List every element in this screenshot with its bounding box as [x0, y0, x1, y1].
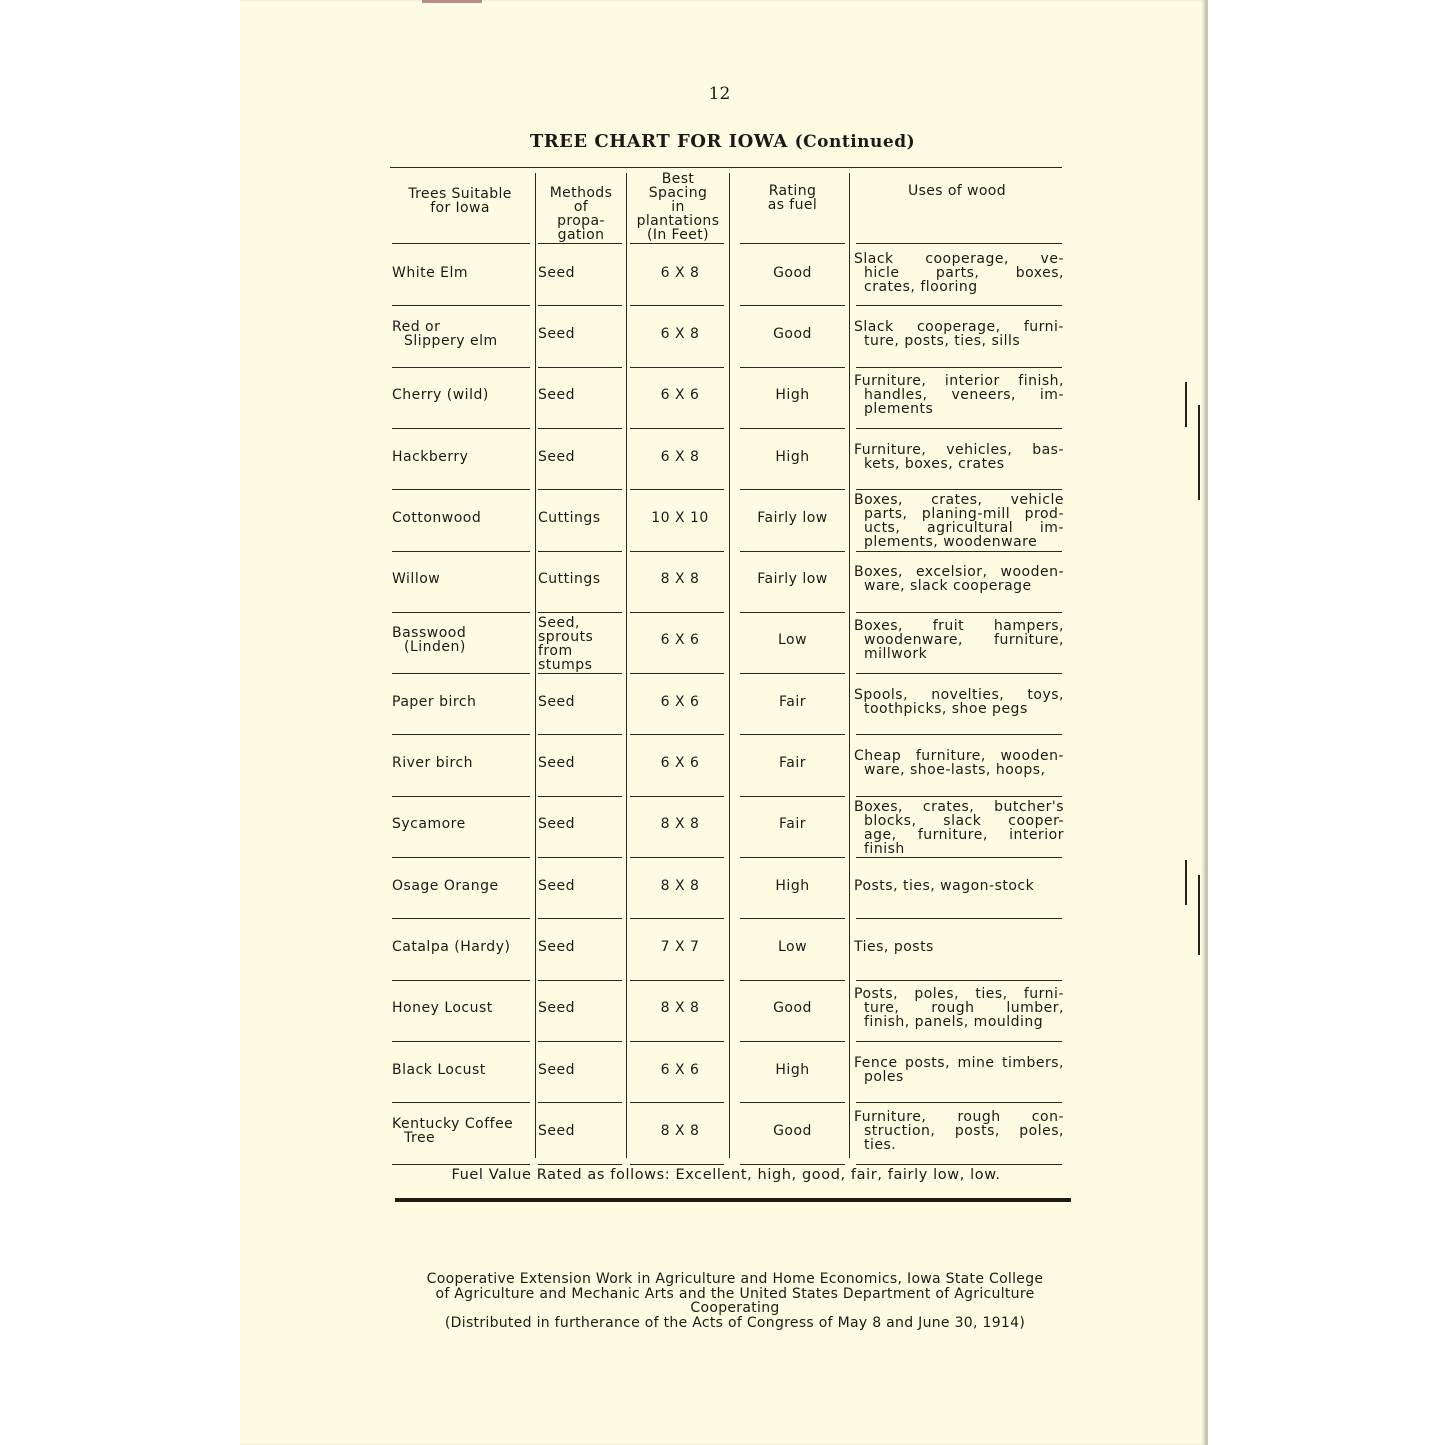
table-row: [390, 675, 1062, 736]
fuel-rating: Good: [773, 1000, 812, 1017]
row-rule: [630, 796, 724, 797]
wood-uses: [854, 688, 1064, 716]
cell-line: Black Locust: [392, 1061, 486, 1078]
row-rule: [392, 857, 530, 858]
fuel-rating: Low: [777, 938, 808, 955]
cell-line: blocks, slack cooper-: [864, 812, 1064, 829]
row-rule: [630, 551, 724, 552]
header-rule: [392, 243, 530, 244]
cell-line: Posts, poles, ties, furni-: [854, 986, 1064, 1003]
credit-line: of Agriculture and Mechanic Arts and the United States Department of Agriculture: [435, 1285, 1035, 1302]
cell-line: (Linden): [404, 639, 466, 656]
cell-line: Posts, ties, wagon-stock: [854, 877, 1035, 894]
header-line: Spacing: [648, 185, 708, 201]
table-top-rule: [390, 167, 1062, 168]
header-line: for Iowa: [430, 200, 490, 216]
row-rule: [856, 918, 1062, 919]
cell-line: Seed: [538, 877, 575, 894]
row-rule: [856, 305, 1062, 306]
header-line: gation: [557, 227, 605, 243]
wood-uses: [854, 493, 1064, 549]
row-rule: [856, 673, 1062, 674]
wood-uses: [854, 940, 1064, 954]
row-rule: [740, 489, 845, 490]
spacing-value: 7 X 7: [660, 938, 700, 955]
footer-rule: [395, 1198, 1071, 1202]
cell-line: White Elm: [392, 264, 469, 281]
row-rule: [740, 428, 845, 429]
cell-line: Cottonwood: [392, 509, 482, 526]
row-rule: [630, 673, 724, 674]
row-rule: [740, 980, 845, 981]
propagation-method: [538, 940, 628, 954]
page-title: [240, 131, 1205, 152]
cell-line: ties.: [864, 1136, 897, 1153]
table-row: [390, 614, 1062, 675]
row-rule: [630, 857, 724, 858]
spacing-value: 6 X 6: [660, 693, 700, 710]
table-row: [390, 307, 1062, 368]
cell-line: crates, flooring: [864, 278, 978, 295]
row-rule: [392, 489, 530, 490]
header-line: propa-: [557, 213, 605, 229]
row-rule: [740, 1041, 845, 1042]
propagation-method: [538, 756, 628, 770]
cell-line: Slack cooperage, ve-: [854, 250, 1064, 267]
cell-line: finish, panels, moulding: [864, 1014, 1044, 1031]
header-line: Uses of wood: [907, 183, 1007, 199]
tree-name: [392, 1001, 532, 1015]
row-rule: [392, 673, 530, 674]
tree-name: [392, 756, 532, 770]
fuel-rating: High: [775, 387, 810, 404]
row-rule: [630, 1041, 724, 1042]
spacing-value: 8 X 8: [660, 816, 700, 833]
fuel-rating: Fair: [779, 816, 806, 833]
cell-line: hicle parts, boxes,: [864, 264, 1064, 281]
cell-line: ucts, agricultural im-: [864, 520, 1064, 537]
row-rule: [856, 1164, 1062, 1165]
cell-line: Seed: [538, 1122, 575, 1139]
wood-uses: [854, 749, 1064, 777]
spacing-value: 8 X 8: [660, 1122, 700, 1139]
cell-line: handles, veneers, im-: [864, 387, 1064, 404]
row-rule: [630, 367, 724, 368]
cell-line: Cherry (wild): [392, 387, 489, 404]
row-rule: [740, 918, 845, 919]
fuel-rating: Good: [773, 1122, 812, 1139]
row-rule: [538, 367, 622, 368]
row-rule: [630, 305, 724, 306]
cell-line: plements, woodenware: [864, 534, 1038, 551]
row-rule: [538, 980, 622, 981]
wood-uses: [854, 619, 1064, 661]
tree-name: [392, 879, 532, 893]
spacing-value: 8 X 8: [660, 571, 700, 588]
fuel-rating: Fairly low: [757, 571, 828, 588]
header-line: Rating: [768, 183, 817, 199]
cell-line: ture, rough lumber,: [864, 1000, 1064, 1017]
row-rule: [392, 796, 530, 797]
propagation-method: [538, 616, 628, 672]
table-row: [390, 246, 1062, 307]
spacing-value: 6 X 6: [660, 387, 700, 404]
table-row: [390, 859, 1062, 920]
cell-line: ware, shoe-lasts, hoops,: [864, 762, 1046, 779]
row-rule: [740, 734, 845, 735]
row-rule: [630, 428, 724, 429]
tree-name: [392, 320, 532, 348]
row-rule: [538, 734, 622, 735]
row-rule: [856, 1041, 1062, 1042]
propagation-method: [538, 511, 628, 525]
row-rule: [392, 367, 530, 368]
propagation-method: [538, 572, 628, 586]
row-rule: [856, 551, 1062, 552]
row-rule: [856, 980, 1062, 981]
cell-line: Slippery elm: [404, 332, 498, 349]
cell-line: toothpicks, shoe pegs: [864, 700, 1028, 717]
fuel-rating: High: [775, 877, 810, 894]
cell-line: Ties, posts: [854, 938, 934, 955]
propagation-method: [538, 695, 628, 709]
cell-line: Paper birch: [392, 693, 477, 710]
table-row: [390, 491, 1062, 552]
row-rule: [392, 1164, 530, 1165]
propagation-method: [538, 1001, 628, 1015]
cell-line: Tree: [404, 1129, 436, 1146]
row-rule: [538, 1102, 622, 1103]
edge-mark: [422, 0, 482, 3]
header-line: Best: [661, 171, 695, 187]
header-line: (In Feet): [647, 227, 709, 243]
row-rule: [740, 367, 845, 368]
tree-name: [392, 1117, 532, 1145]
credit-block: [395, 1272, 1075, 1330]
cell-line: Boxes, excelsior, wooden-: [854, 564, 1064, 581]
row-rule: [392, 612, 530, 613]
header-line: plantations: [636, 213, 720, 229]
row-rule: [740, 305, 845, 306]
wood-uses: [854, 1056, 1064, 1084]
cell-line: ware, slack cooperage: [864, 578, 1032, 595]
fuel-rating: Fairly low: [757, 509, 828, 526]
cell-line: Seed: [538, 264, 575, 281]
cell-line: Furniture, vehicles, bas-: [854, 441, 1064, 458]
wood-uses: [854, 565, 1064, 593]
table-row: [390, 736, 1062, 797]
cell-line: Cuttings: [538, 571, 601, 588]
tree-name: [392, 817, 532, 831]
cell-line: Sycamore: [392, 816, 466, 833]
staple-mark: [1198, 405, 1200, 500]
wood-uses: [854, 443, 1064, 471]
spacing-value: 8 X 8: [660, 1000, 700, 1017]
wood-uses: [854, 1110, 1064, 1152]
table-row: [390, 430, 1062, 491]
wood-uses: [854, 879, 1064, 893]
propagation-method: [538, 327, 628, 341]
cell-line: Seed: [538, 1000, 575, 1017]
row-rule: [392, 980, 530, 981]
credit-line: (Distributed in furtherance of the Acts of Congress of May 8 and June 30, 1914): [444, 1314, 1026, 1331]
propagation-method: [538, 879, 628, 893]
header-line: as fuel: [767, 197, 818, 213]
wood-uses: [854, 320, 1064, 348]
row-rule: [856, 1102, 1062, 1103]
row-rule: [630, 918, 724, 919]
fuel-rating: Good: [773, 264, 812, 281]
row-rule: [630, 1102, 724, 1103]
row-rule: [856, 857, 1062, 858]
spacing-value: 6 X 6: [660, 755, 700, 772]
cell-line: River birch: [392, 755, 474, 772]
cell-line: Seed,: [538, 614, 580, 631]
table-row: [390, 798, 1062, 859]
cell-line: kets, boxes, crates: [864, 455, 1005, 472]
cell-line: Boxes, fruit hampers,: [854, 618, 1064, 635]
row-rule: [856, 367, 1062, 368]
row-rule: [538, 857, 622, 858]
row-rule: [392, 734, 530, 735]
staple-mark: [1185, 382, 1187, 427]
cell-line: stumps: [538, 656, 593, 673]
cell-line: Kentucky Coffee: [392, 1115, 514, 1132]
cell-line: Willow: [392, 571, 441, 588]
spacing-value: 10 X 10: [651, 509, 709, 526]
row-rule: [630, 1164, 724, 1165]
row-rule: [630, 612, 724, 613]
title-sub: (Continued): [794, 132, 916, 152]
row-rule: [538, 305, 622, 306]
row-rule: [856, 612, 1062, 613]
header-line: Trees Suitable: [408, 186, 512, 202]
wood-uses: [854, 252, 1064, 294]
propagation-method: [538, 817, 628, 831]
fuel-rating: Fair: [779, 755, 806, 772]
header-line: in: [671, 199, 685, 215]
header-line: of: [573, 199, 589, 215]
cell-line: Seed: [538, 387, 575, 404]
row-rule: [392, 428, 530, 429]
header-rule: [740, 243, 845, 244]
row-rule: [392, 1102, 530, 1103]
table-row: [390, 920, 1062, 981]
tree-name: [392, 940, 532, 954]
row-rule: [538, 796, 622, 797]
tree-name: [392, 695, 532, 709]
cell-line: Seed: [538, 693, 575, 710]
row-rule: [740, 673, 845, 674]
cell-line: age, furniture, interior: [864, 826, 1064, 843]
row-rule: [392, 305, 530, 306]
row-rule: [740, 1102, 845, 1103]
tree-name: [392, 511, 532, 525]
cell-line: struction, posts, poles,: [864, 1122, 1064, 1139]
cell-line: Boxes, crates, vehicle: [854, 492, 1064, 509]
cell-line: Basswood: [392, 625, 467, 642]
propagation-method: [538, 1063, 628, 1077]
header-rule: [630, 243, 724, 244]
tree-name: [392, 266, 532, 280]
row-rule: [630, 734, 724, 735]
cell-line: Osage Orange: [392, 877, 499, 894]
fuel-value-footnote: Fuel Value Rated as follows: Excellent, high, good, fair, fairly low, low.: [451, 1167, 1001, 1183]
table-row: [390, 553, 1062, 614]
row-rule: [630, 489, 724, 490]
tree-name: [392, 626, 532, 654]
spacing-value: 6 X 8: [660, 448, 700, 465]
cell-line: Seed: [538, 755, 575, 772]
cell-line: plements: [864, 401, 934, 418]
tree-name: [392, 450, 532, 464]
fuel-rating: Low: [777, 632, 808, 649]
cell-line: from: [538, 642, 573, 659]
cell-line: Honey Locust: [392, 1000, 493, 1017]
propagation-method: [538, 388, 628, 402]
credit-line: Cooperative Extension Work in Agriculture and Home Economics, Iowa State College: [426, 1271, 1044, 1287]
cell-line: Red or: [392, 318, 441, 335]
spacing-value: 6 X 8: [660, 325, 700, 342]
table-row: [390, 1043, 1062, 1104]
cell-line: ture, posts, ties, sills: [864, 332, 1021, 349]
cell-line: Furniture, interior finish,: [854, 373, 1064, 390]
spacing-value: 8 X 8: [660, 877, 700, 894]
cell-line: Boxes, crates, butcher's: [854, 798, 1064, 815]
cell-line: parts, planing-mill prod-: [864, 506, 1064, 523]
cell-line: Cheap furniture, wooden-: [854, 748, 1064, 765]
row-rule: [538, 551, 622, 552]
header-line: Methods: [549, 185, 613, 201]
spacing-value: 6 X 6: [660, 632, 700, 649]
header-rule: [538, 243, 622, 244]
tree-name: [392, 572, 532, 586]
cell-line: Fence posts, mine timbers,: [854, 1054, 1064, 1071]
wood-uses: [854, 374, 1064, 416]
row-rule: [740, 857, 845, 858]
tree-name: [392, 388, 532, 402]
header-rule: [856, 243, 1062, 244]
table-row: [390, 1104, 1062, 1165]
header-spacing: [627, 172, 729, 245]
row-rule: [856, 734, 1062, 735]
row-rule: [538, 1164, 622, 1165]
row-rule: [392, 1041, 530, 1042]
cell-line: Seed: [538, 448, 575, 465]
cell-line: finish: [864, 840, 905, 857]
document-page: [240, 0, 1208, 1445]
cell-line: Seed: [538, 816, 575, 833]
staple-mark: [1198, 875, 1200, 955]
spacing-value: 6 X 8: [660, 264, 700, 281]
wood-uses: [854, 800, 1064, 856]
row-rule: [538, 612, 622, 613]
page-number: 12: [708, 84, 731, 104]
row-rule: [630, 980, 724, 981]
row-rule: [740, 551, 845, 552]
fuel-rating: High: [775, 448, 810, 465]
row-rule: [392, 918, 530, 919]
row-rule: [740, 612, 845, 613]
cell-line: Hackberry: [392, 448, 469, 465]
cell-line: Seed: [538, 325, 575, 342]
cell-line: Seed: [538, 1061, 575, 1078]
row-rule: [538, 489, 622, 490]
table-row: [390, 982, 1062, 1043]
tree-name: [392, 1063, 532, 1077]
wood-uses: [854, 987, 1064, 1029]
spacing-value: 6 X 6: [660, 1061, 700, 1078]
cell-line: sprouts: [538, 628, 594, 645]
row-rule: [538, 1041, 622, 1042]
row-rule: [392, 551, 530, 552]
cell-line: Furniture, rough con-: [854, 1108, 1064, 1125]
row-rule: [856, 489, 1062, 490]
cell-line: Catalpa (Hardy): [392, 938, 511, 955]
row-rule: [538, 918, 622, 919]
fuel-rating: Good: [773, 325, 812, 342]
cell-line: Spools, novelties, toys,: [854, 686, 1064, 703]
row-rule: [740, 796, 845, 797]
row-rule: [538, 428, 622, 429]
fuel-rating: Fair: [779, 693, 806, 710]
row-rule: [856, 428, 1062, 429]
staple-mark: [1185, 860, 1187, 905]
cell-line: Seed: [538, 938, 575, 955]
propagation-method: [538, 266, 628, 280]
row-rule: [856, 796, 1062, 797]
fuel-rating: High: [775, 1061, 810, 1078]
title-main: TREE CHART FOR IOWA: [529, 131, 788, 152]
row-rule: [538, 673, 622, 674]
propagation-method: [538, 1124, 628, 1138]
propagation-method: [538, 450, 628, 464]
credit-line: Cooperating: [690, 1300, 780, 1316]
row-rule: [740, 1164, 845, 1165]
cell-line: Slack cooperage, furni-: [854, 318, 1064, 335]
cell-line: millwork: [864, 646, 928, 663]
table-row: [390, 369, 1062, 430]
cell-line: poles: [864, 1068, 904, 1085]
cell-line: Cuttings: [538, 509, 601, 526]
cell-line: woodenware, furniture,: [864, 632, 1064, 649]
